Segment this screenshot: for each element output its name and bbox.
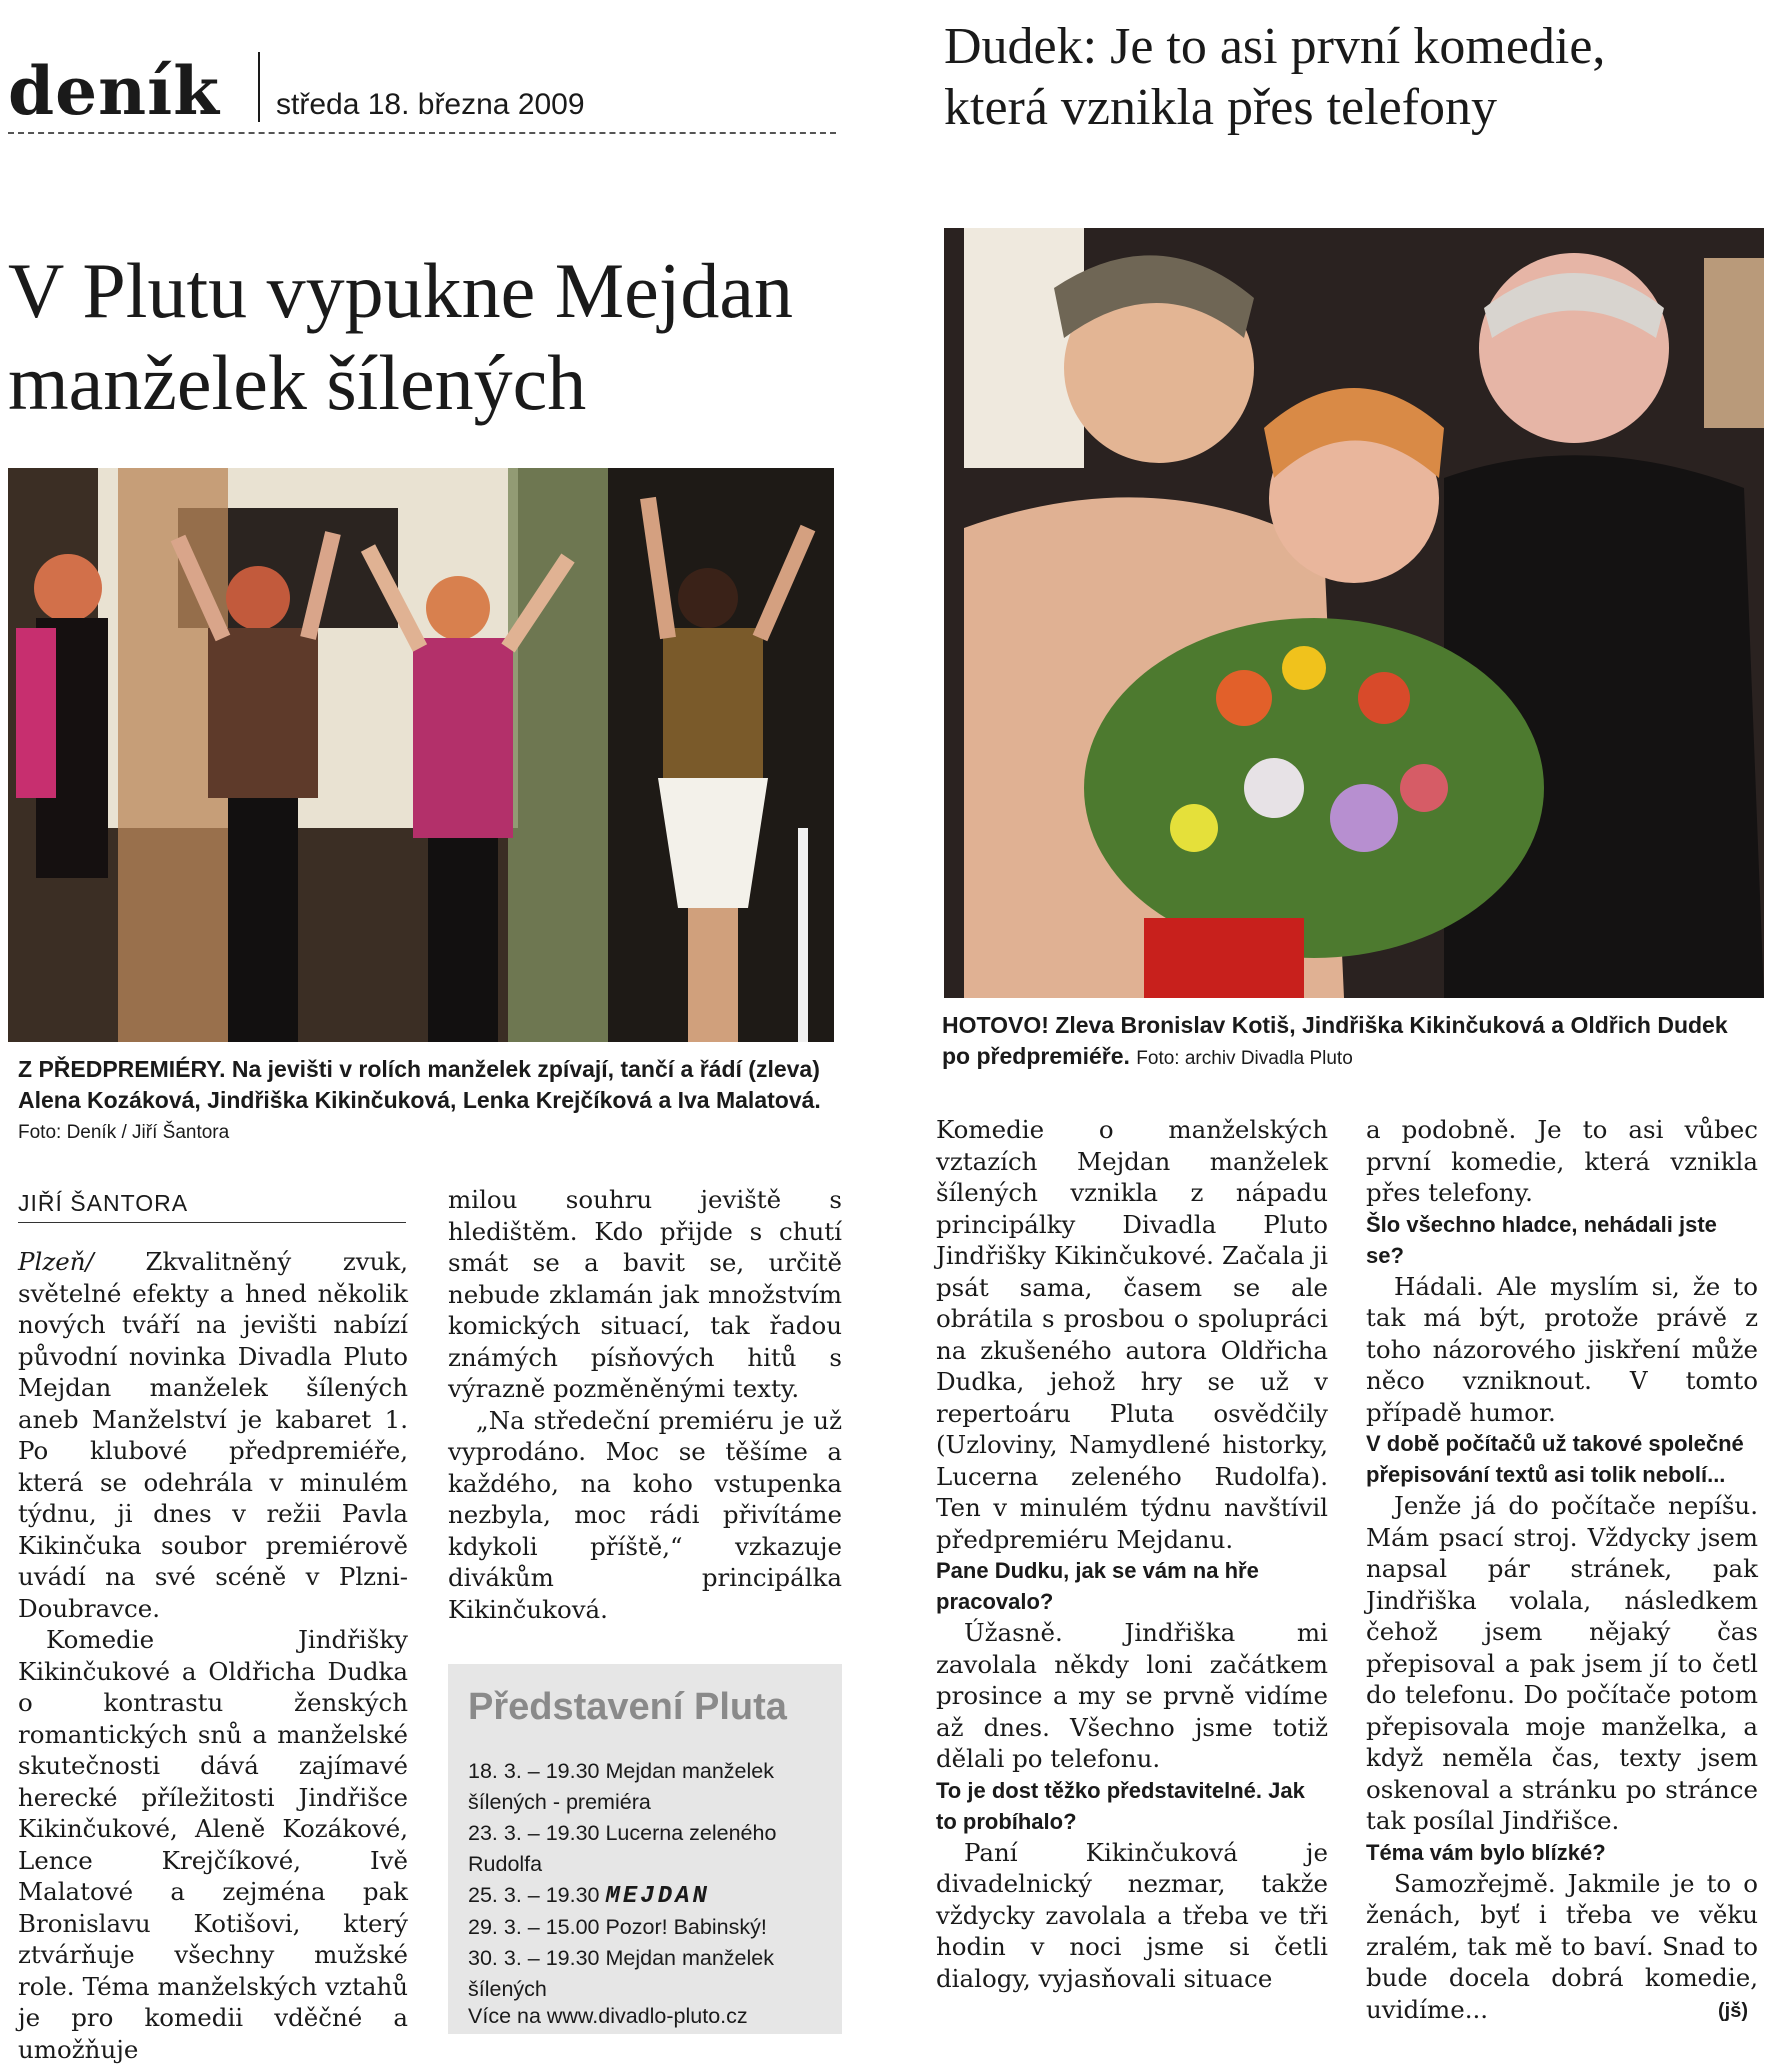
byline: JIŘÍ ŠANTORA (18, 1190, 189, 1216)
byline-rule (18, 1222, 406, 1223)
right-article-column-2 (1366, 1114, 1758, 2025)
caption-lead: Z PŘEDPREMIÉRY. Na jevišti v rolích manželek zpívají, tančí a řádí (zleva) Alena Kozáková, Jindřiška Kikinčuková, Lenka Krejčíková a Iva Malatová. (18, 1056, 821, 1113)
headline-line: Dudek: Je to asi první komedie, (944, 18, 1606, 75)
left-article-column-1 (18, 1246, 408, 2065)
photo-credit: Foto: Deník / Jiří Šantora (18, 1122, 230, 1144)
interview-question: Pane Dudku, jak se vám na hře pracovalo? (936, 1558, 1259, 1614)
paragraph: Komedie Jindřišky Kikinčukové a Oldřicha Dudka o kontrastu ženských romantických snů a manželské skutečnosti dává zajímavé herecké příležitosti Jindřišce Kikinčukové, Aleně Kozákové, Lence Krejčíkové, Ivě Malatové a zejména pak Bronislavu Kotišovi, který ztvárňuje všechny mužské role. Téma manželských vztahů je pro komedii vděčné a umožňuje (18, 1625, 408, 2064)
program-line: šílených - premiéra (468, 1790, 651, 1814)
program-line: Rudolfa (468, 1852, 543, 1876)
paragraph: milou souhru jeviště s hledištěm. Kdo přijde s chutí smát se a bavit se, určitě nebude zklamán jak množstvím komických situací, tak řadou známých písňových hitů s výrazně pozměněnými texty. (448, 1185, 842, 1403)
program-line-text: 25. 3. – 19.30 (468, 1883, 600, 1907)
left-photo-caption (18, 1054, 836, 1146)
right-article-headline (944, 16, 1764, 139)
author-signature: (jš) (1718, 2000, 1748, 2022)
left-article-column-2 (448, 1184, 842, 1625)
masthead-divider (258, 52, 260, 122)
cast-and-author-photo (944, 228, 1764, 998)
stage-photo-illustration (8, 468, 834, 1042)
interview-question: Téma vám bylo blízké? (1366, 1839, 1606, 1865)
issue-date: středa 18. března 2009 (276, 88, 585, 121)
headline-line: manželek šílených (8, 339, 587, 427)
newspaper-logo: deník (8, 52, 220, 130)
program-website-link[interactable]: Více na www.divadlo-pluto.cz (468, 2004, 748, 2028)
interview-question: Šlo všechno hladce, nehádali jste se? (1366, 1211, 1717, 1268)
program-box (448, 1664, 842, 2034)
left-article-headline (8, 245, 838, 429)
right-photo-caption (942, 1010, 1758, 1071)
handwritten-note: MEJDAN (605, 1883, 710, 1910)
interview-question: V době počítačů už takové společné přepisování textů asi tolik nebolí... (1366, 1431, 1744, 1487)
interview-question: To je dost těžko představitelné. Jak to probíhalo? (936, 1777, 1305, 1834)
photo-credit: Foto: archiv Divadla Pluto (1136, 1047, 1353, 1069)
program-list (468, 1756, 838, 2005)
paragraph (18, 1246, 408, 1624)
dateline: Plzeň/ (18, 1247, 94, 1276)
cast-photo-illustration (944, 228, 1764, 998)
paragraph: Komedie o manželských vztazích Mejdan manželek šílených vznikla z nápadu principálky Divadla Pluto Jindřišky Kikinčukové. Začala ji psát sama, časem se ale obrátila s prosbou o spolupráci na zkušeného autora Oldřicha Dudka, jehož hry se už v repertoáru Pluta osvědčily (Uzloviny, Namydlené historky, Lucerna zeleného Rudolfa). Ten v minulém týdnu navštívil předpremiéru Mejdanu. (936, 1115, 1328, 1554)
caption-lead: HOTOVO! Zleva Bronislav Kotiš, Jindřiška Kikinčuková a Oldřich Dudek po předpremiéře. (942, 1012, 1728, 1069)
program-line: šílených (468, 1977, 547, 2001)
program-line (468, 1880, 838, 1912)
program-line: 30. 3. – 19.30 Mejdan manželek (468, 1946, 774, 1970)
paragraph-text: Zkvalitněný zvuk, světelné efekty a hned několik nových tváří na jevišti nabízí původní novinka Divadla Pluto Mejdan manželek šílených aneb Manželství je kabaret 1. Po klubové předpremiéře, která se odehrála v minulém týdnu, ji dnes v režii Pavla Kikinčuka soubor premiérově uvádí na své scéně v Plzni-Doubravce. (18, 1247, 408, 1623)
masthead-rule (8, 132, 836, 134)
headline-line: V Plutu vypukne Mejdan (8, 247, 794, 334)
right-article-column-1 (936, 1114, 1328, 1994)
interview-answer: Úžasně. Jindřiška mi zavolala někdy loni začátkem prosince a my se prvně vidíme až dnes. Všechno jsme totiž dělali po telefonu. (936, 1618, 1328, 1773)
headline-line: která vznikla přes telefony (944, 79, 1497, 137)
interview-answer: Hádali. Ale myslím si, že to tak má být, protože právě z toho názorového jiskření může něco vzniknout. V tomto případě humor. (1366, 1271, 1758, 1427)
stage-performers-photo (8, 468, 834, 1042)
program-box-title: Představení Pluta (468, 1686, 787, 1728)
paragraph: „Na středeční premiéru je už vyprodáno. Moc se těšíme a každého, na koho vstupenka nezbyla, moc rádi přivítáme kdykoli příště,“ vzkazuje divákům principálka Kikinčuková. (448, 1405, 842, 1624)
interview-answer: Paní Kikinčuková je divadelnický nezmar, takže vždycky zavolala a třeba ve tři hodin v noci jsme si četli dialogy, vyjasňovali situace (936, 1837, 1328, 1993)
program-line: 18. 3. – 19.30 Mejdan manželek (468, 1759, 774, 1783)
interview-answer: a podobně. Je to asi vůbec první komedie, která vznikla přes telefony. (1366, 1115, 1758, 1207)
program-line: 29. 3. – 15.00 Pozor! Babinský! (468, 1915, 767, 1939)
program-line: 23. 3. – 19.30 Lucerna zeleného (468, 1821, 777, 1845)
interview-answer: Samozřejmě. Jakmile je to o ženách, byť i třeba ve věku zralém, tak mě to baví. Snad to bude docela dobrá komedie, uvidíme... (1366, 1868, 1758, 2024)
interview-answer: Jenže já do počítače nepíšu. Mám psací stroj. Vždycky jsem napsal pár stránek, pak Jindřiška volala, následkem čehož jsem nějaký čas přepisoval a pak jsem jí to četl do telefonu. Do počítače potom přepisovala moje manželka, a když neměla čas, texty jsem oskenoval a stránku po stránce tak posílal Jindřišce. (1366, 1491, 1758, 1835)
